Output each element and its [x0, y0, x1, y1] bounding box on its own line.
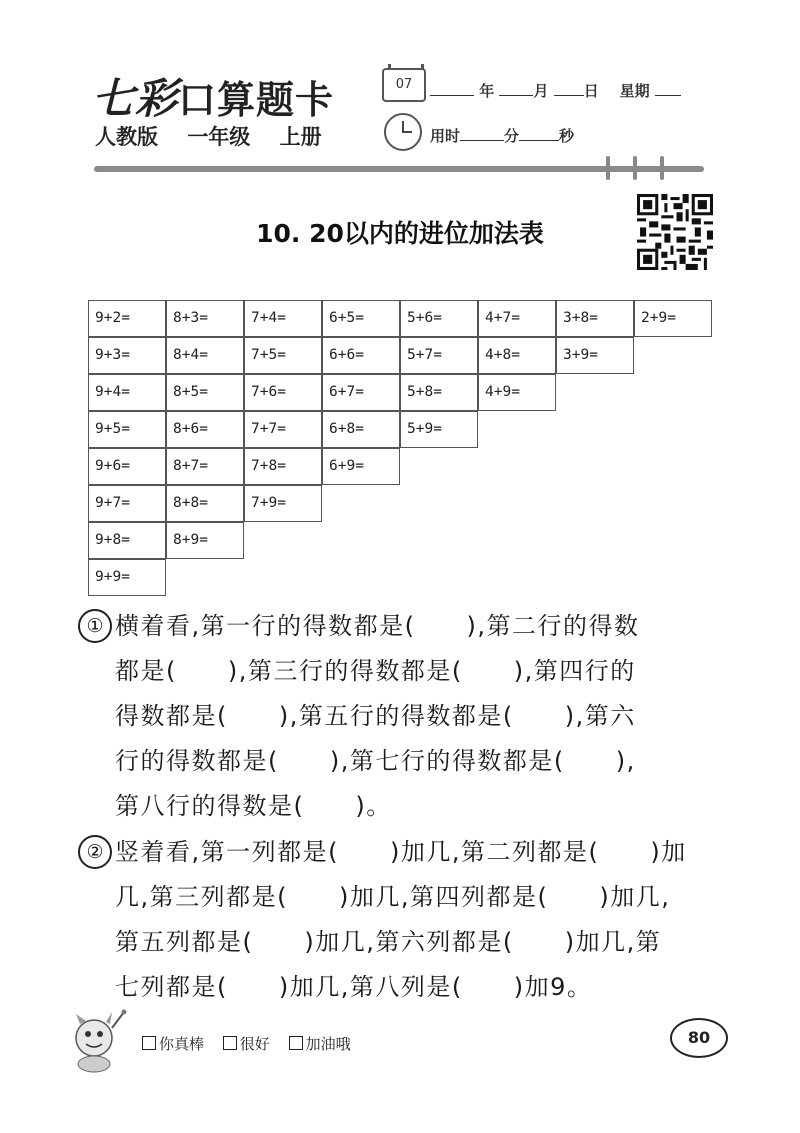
table-cell[interactable]: 3+9= [556, 337, 634, 374]
self-rating [142, 1033, 365, 1054]
brand-title-part1: 七彩 [92, 74, 179, 123]
table-cell[interactable]: 9+2= [88, 300, 166, 337]
edition-publisher: 人教版 [95, 125, 158, 149]
table-cell[interactable]: 5+7= [400, 337, 478, 374]
table-cell[interactable]: 6+9= [322, 448, 400, 485]
question-line: 第八行的得数是( )。 [115, 792, 392, 820]
day-label: 日 [583, 82, 599, 100]
year-label: 年 [479, 82, 495, 100]
question-line: 横着看,第一行的得数都是( ),第二行的得数 [115, 612, 640, 640]
table-cell[interactable]: 7+4= [244, 300, 322, 337]
table-cell[interactable]: 7+9= [244, 485, 322, 522]
weekday-blank[interactable] [655, 81, 681, 96]
mascot-icon [66, 1008, 130, 1074]
brand-title [92, 66, 334, 126]
table-cell[interactable]: 6+8= [322, 411, 400, 448]
table-cell[interactable]: 7+7= [244, 411, 322, 448]
table-cell[interactable]: 8+7= [166, 448, 244, 485]
question-1 [78, 604, 728, 829]
question-line: 第五列都是( )加几,第六列都是( )加几,第 [115, 928, 662, 956]
table-cell[interactable]: 8+9= [166, 522, 244, 559]
time-line [430, 125, 574, 146]
edition-grade: 一年级 [187, 125, 251, 149]
edition-line [95, 121, 344, 151]
checkbox-icon[interactable] [223, 1036, 237, 1050]
clock-icon [384, 113, 422, 151]
divider-knot [633, 156, 637, 180]
question-line: 竖着看,第一列都是( )加几,第二列都是( )加 [115, 838, 687, 866]
table-cell[interactable]: 8+6= [166, 411, 244, 448]
date-line [430, 80, 681, 101]
day-blank[interactable] [554, 81, 584, 96]
table-cell[interactable]: 9+9= [88, 559, 166, 596]
seconds-label: 秒 [559, 127, 575, 145]
weekday-label: 星期 [619, 82, 650, 100]
header-divider [94, 166, 704, 172]
table-cell[interactable]: 2+9= [634, 300, 712, 337]
table-cell[interactable]: 6+5= [322, 300, 400, 337]
year-blank[interactable] [430, 81, 474, 96]
question-2 [78, 830, 728, 1010]
table-cell[interactable]: 8+4= [166, 337, 244, 374]
question-line: 行的得数都是( ),第七行的得数都是( ), [115, 747, 636, 775]
question-line: 几,第三列都是( )加几,第四列都是( )加几, [115, 883, 671, 911]
table-cell[interactable]: 6+7= [322, 374, 400, 411]
time-used-label: 用时 [430, 127, 461, 145]
question-line: 七列都是( )加几,第八列是( )加9。 [115, 973, 593, 1001]
question-line: 都是( ),第三行的得数都是( ),第四行的 [115, 657, 636, 685]
edition-volume: 上册 [279, 125, 322, 149]
page-number: 80 [670, 1018, 728, 1058]
table-cell[interactable]: 7+8= [244, 448, 322, 485]
question-line: 得数都是( ),第五行的得数都是( ),第六 [115, 702, 636, 730]
table-cell[interactable]: 8+3= [166, 300, 244, 337]
minutes-label: 分 [504, 127, 520, 145]
checkbox-icon[interactable] [289, 1036, 303, 1050]
month-label: 月 [533, 82, 549, 100]
page-title: 10. 20以内的进位加法表 [256, 219, 544, 248]
minutes-blank[interactable] [460, 126, 504, 141]
question-number: ① [78, 609, 112, 643]
table-cell[interactable]: 9+5= [88, 411, 166, 448]
table-cell[interactable]: 4+9= [478, 374, 556, 411]
checkbox-icon[interactable] [142, 1036, 156, 1050]
table-cell[interactable]: 4+7= [478, 300, 556, 337]
divider-knot [660, 156, 664, 180]
table-cell[interactable]: 5+8= [400, 374, 478, 411]
table-cell[interactable]: 7+6= [244, 374, 322, 411]
table-cell[interactable]: 6+6= [322, 337, 400, 374]
table-cell[interactable]: 3+8= [556, 300, 634, 337]
divider-knot [606, 156, 610, 180]
month-blank[interactable] [499, 81, 533, 96]
table-cell[interactable]: 5+6= [400, 300, 478, 337]
table-cell[interactable]: 8+5= [166, 374, 244, 411]
brand-title-part2: 口算题卡 [178, 78, 335, 122]
rating-option[interactable] [223, 1033, 270, 1054]
table-cell[interactable]: 9+4= [88, 374, 166, 411]
rating-label: 加油哦 [305, 1035, 351, 1053]
rating-label: 你真棒 [159, 1035, 205, 1053]
calendar-day: 07 [395, 77, 413, 92]
rating-option[interactable] [142, 1033, 204, 1054]
table-cell[interactable]: 5+9= [400, 411, 478, 448]
rating-option[interactable] [289, 1033, 351, 1054]
rating-label: 很好 [239, 1035, 270, 1053]
question-number: ② [78, 835, 112, 869]
table-cell[interactable]: 7+5= [244, 337, 322, 374]
qr-code-icon[interactable] [637, 194, 713, 270]
seconds-blank[interactable] [519, 126, 559, 141]
table-cell[interactable]: 4+8= [478, 337, 556, 374]
table-cell[interactable]: 9+6= [88, 448, 166, 485]
table-cell[interactable]: 9+7= [88, 485, 166, 522]
calendar-icon [382, 68, 426, 102]
table-cell[interactable]: 8+8= [166, 485, 244, 522]
table-cell[interactable]: 9+3= [88, 337, 166, 374]
table-cell[interactable]: 9+8= [88, 522, 166, 559]
